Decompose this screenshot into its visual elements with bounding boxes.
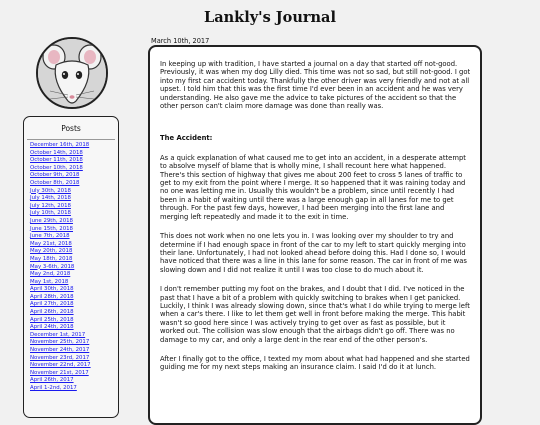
posts-panel <box>23 116 119 418</box>
post-link[interactable]: July 14th, 2018 <box>30 195 71 202</box>
posts-list <box>27 139 115 393</box>
post-link[interactable]: June 15th, 2018 <box>30 225 73 232</box>
post-link[interactable]: April 24th, 2018 <box>30 324 74 331</box>
post-body <box>148 45 482 425</box>
post-link[interactable]: July 12th, 2018 <box>30 202 71 209</box>
post-link[interactable]: June 29th, 2018 <box>30 217 73 224</box>
post-link[interactable]: November 22nd, 2017 <box>30 362 91 369</box>
post-link[interactable]: April 26th, 2018 <box>30 309 74 316</box>
post-link[interactable]: May 18th, 2018 <box>30 255 73 262</box>
post-link[interactable]: October 8th, 2018 <box>30 179 80 186</box>
posts-title: Posts <box>61 124 81 133</box>
post-link[interactable]: May 20th, 2018 <box>30 248 73 255</box>
post-link[interactable]: April 25th, 2018 <box>30 316 74 323</box>
post-link[interactable]: October 14th, 2018 <box>30 149 83 156</box>
post-paragraph: After I finally got to the office, I texted my mom about what had happened and she started guiding me for my next steps making an insurance claim. I said I'd do it at lunch. <box>160 354 470 372</box>
post-link[interactable]: June 7th, 2018 <box>30 233 70 240</box>
post-link[interactable]: April 1-2nd, 2017 <box>30 385 77 391</box>
post-link[interactable]: October 9th, 2018 <box>30 172 80 179</box>
post-link[interactable]: July 10th, 2018 <box>30 210 71 217</box>
rat-avatar-icon <box>38 39 106 107</box>
post-link[interactable]: April 26th, 2017 <box>30 377 74 384</box>
post-link[interactable]: October 11th, 2018 <box>30 157 83 164</box>
post-link[interactable]: April 30th, 2018 <box>30 286 74 293</box>
post-paragraph: I don't remember putting my foot on the brakes, and I doubt that I did. I've noticed in the past that I have a bit of a problem with quickly switching to brakes when I get panicked. Luckily, I think I was already slowing down, since that's what I do while trying to merge left when a car's there. I like to let them get well in front before making the merge. This habit wasn't so good here since I was actively trying to get over as fast as possible, but it worked out. The collision was slow enough that the airbags didn't go off. There was no damage to my car, and only a large dent in the rear end of the other person's. <box>160 285 470 344</box>
post-paragraph: As a quick explanation of what caused me to get into an accident, in a desperate attempt to absolve myself of blame that is wholly mine, I shall recount here what happened. There's this section of highway that gives me about 200 feet to cross 5 lanes of traffic to get to my exit from the point where I merge. It so happened that it was raining today and no one was letting me in. Usually this wouldn't be a problem, since until recently I had been in a habit of waiting until there was a large enough gap in all lanes for me to get through. For the past few days, however, I had been merging into the first lane and merging left repeatedly and made it to the exit in time. <box>160 153 466 221</box>
post-link[interactable]: May 21st, 2018 <box>30 240 72 247</box>
post-date: March 10th, 2017 <box>151 37 210 45</box>
site-title: Lankly's Journal <box>204 9 336 26</box>
post-paragraph: This does not work when no one lets you in. I was looking over my shoulder to try and determine if I had enough space in front of the car to my left to start quickly merging into their lane. Unfortunately, I had not looked ahead before doing this. Had I done so, I would have noticed that there was a line in this lane for some reason. The car in front of me was slowing down and I did not realize it until I was too close to do much about it. <box>160 232 467 274</box>
avatar <box>36 37 108 109</box>
post-link[interactable]: November 23rd, 2017 <box>30 354 90 361</box>
post-link[interactable]: May 3-6th, 2018 <box>30 263 75 270</box>
post-link[interactable]: July 30th, 2018 <box>30 187 71 194</box>
section-heading: The Accident: <box>160 134 213 143</box>
post-link[interactable]: April 28th, 2018 <box>30 293 74 300</box>
post-link[interactable]: November 25th, 2017 <box>30 339 90 346</box>
post-link[interactable]: December 16th, 2018 <box>30 142 90 148</box>
post-link[interactable]: December 1st, 2017 <box>30 331 86 338</box>
post-link[interactable]: April 27th, 2018 <box>30 301 74 308</box>
post-link[interactable]: May 2nd, 2018 <box>30 271 71 278</box>
post-link[interactable]: November 21st, 2017 <box>30 369 89 376</box>
post-link[interactable]: May 1st, 2018 <box>30 278 69 285</box>
post-link[interactable]: November 24th, 2017 <box>30 347 90 354</box>
post-intro: In keeping up with tradition, I have started a journal on a day that started off not-good. Previously, it was when my dog Lilly died. This time was not so sad, but still not-good. I got into my first car accident today. Thankfully the other driver was very friendly and not at all upset. I told him that this was the first time I'd ever been in an accident and he was very understanding. He also gave me the advice to take pictures of the accident so that the other person can't claim more damage was done than really was. <box>160 60 471 111</box>
post-link[interactable]: October 10th, 2018 <box>30 164 83 171</box>
